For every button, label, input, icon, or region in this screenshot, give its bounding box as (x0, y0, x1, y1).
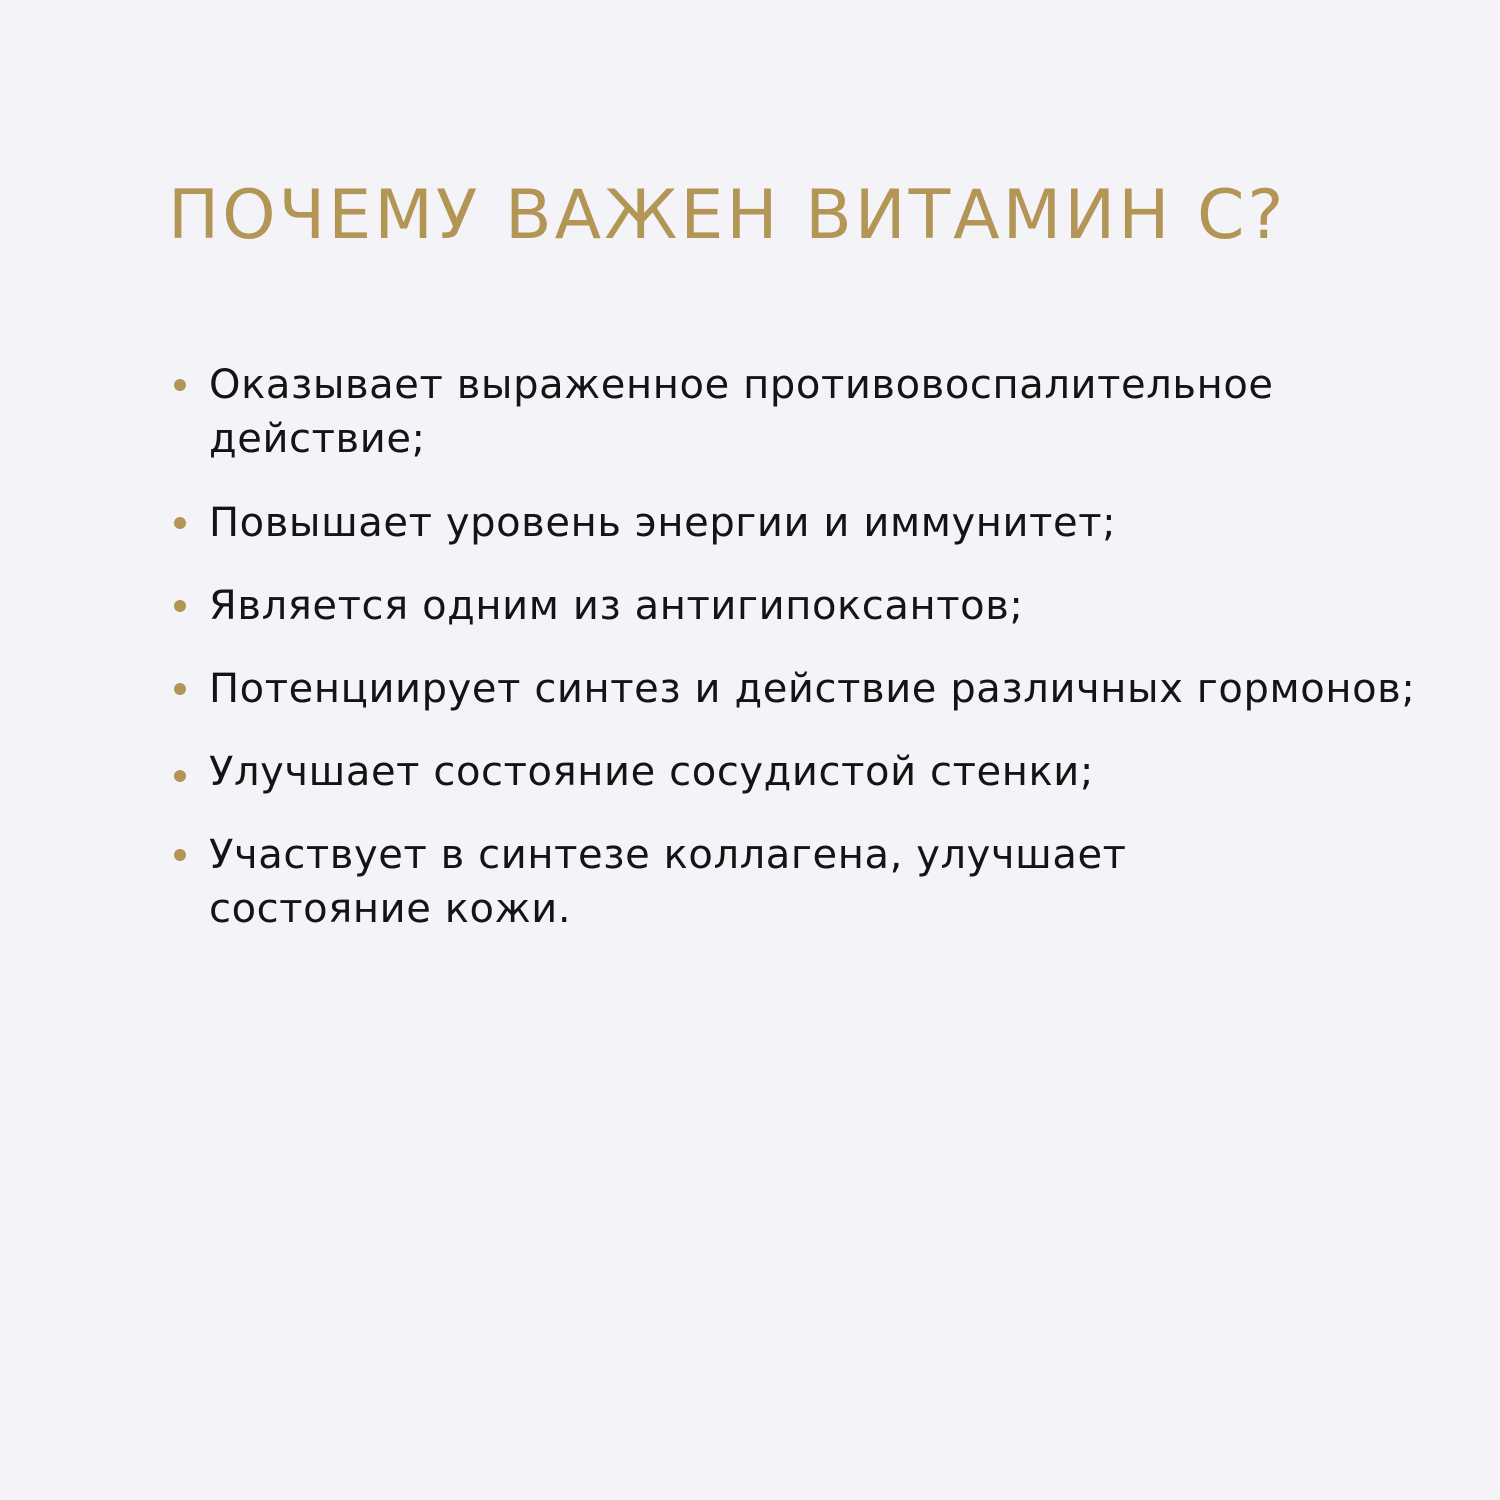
benefit-line: состояние кожи. (209, 886, 572, 932)
benefit-text (209, 579, 1459, 633)
bullet-dot-icon (174, 849, 186, 861)
bullet-dot-icon (174, 770, 186, 782)
benefit-line: Повышает уровень энергии и иммунитет; (209, 500, 1117, 546)
bullet-dot-icon (174, 683, 186, 695)
benefit-text (209, 828, 1459, 936)
benefit-text (209, 745, 1459, 799)
slide-title: ПОЧЕМУ ВАЖЕН ВИТАМИН С? (168, 176, 1287, 255)
bullet-dot-icon (174, 600, 186, 612)
bullet-dot-icon (174, 517, 186, 529)
benefit-line: Улучшает состояние сосудистой стенки; (209, 749, 1094, 795)
benefit-line: Потенциирует синтез и действие различных гормонов; (209, 666, 1416, 712)
benefit-text (209, 358, 1459, 466)
benefit-line: Оказывает выраженное противовоспалительное (209, 362, 1274, 408)
benefit-line: Участвует в синтезе коллагена, улучшает (209, 832, 1127, 878)
benefit-line: действие; (209, 416, 426, 462)
benefit-text (209, 662, 1459, 716)
benefit-line: Является одним из антигипоксантов; (209, 583, 1024, 629)
bullet-dot-icon (174, 379, 186, 391)
benefit-text (209, 496, 1459, 550)
